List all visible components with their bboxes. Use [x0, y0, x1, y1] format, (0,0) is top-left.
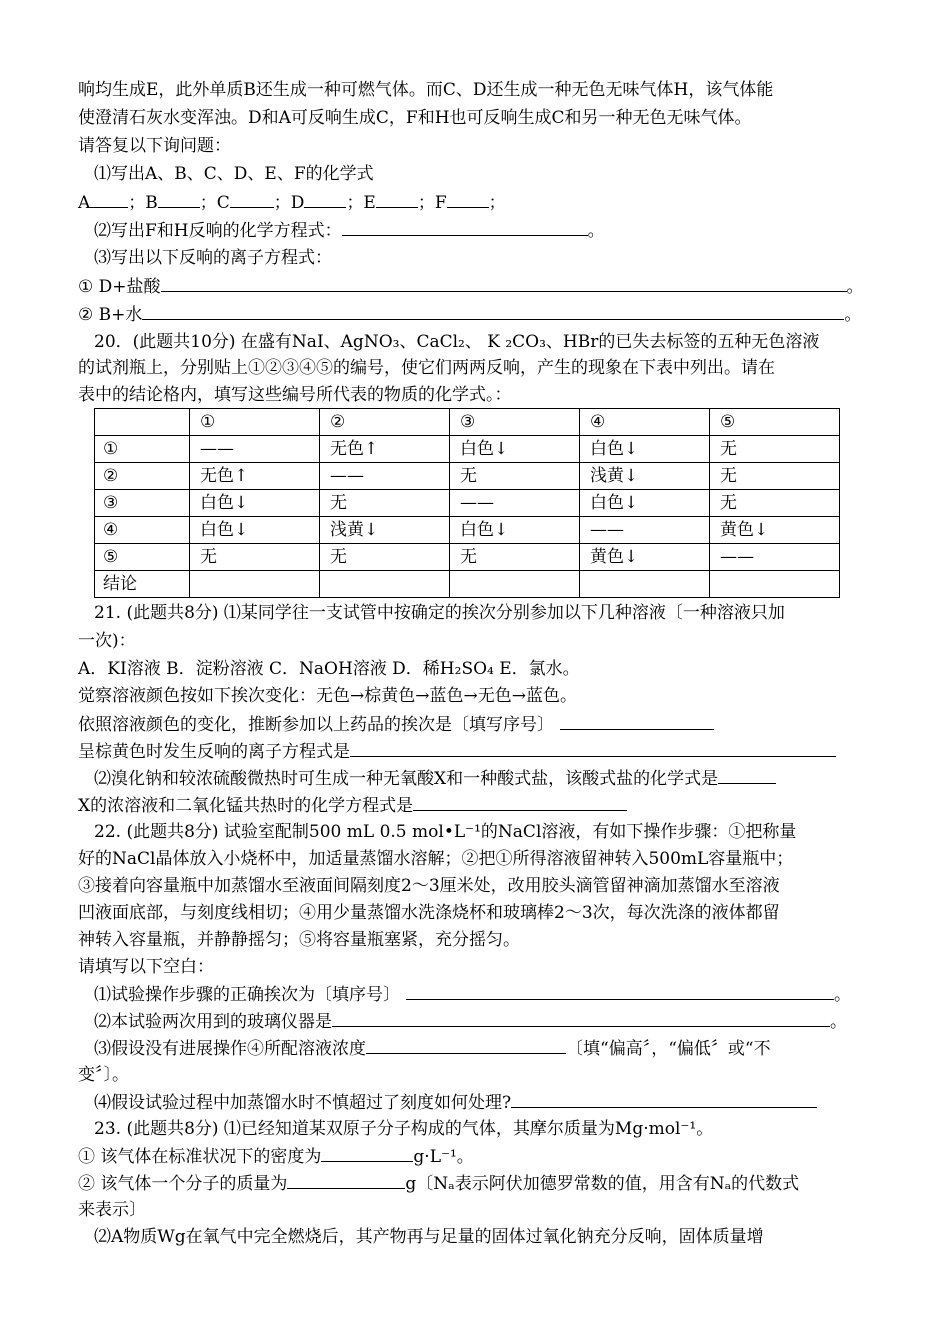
q22-fill-instruction: 请填写以下空白：	[78, 957, 214, 977]
q21-order-question: 依照溶液颜色的变化，推断参加以上药品的挨次是〔填写序号〕	[78, 715, 554, 735]
answer-blank-density[interactable]	[321, 1144, 413, 1162]
q20-line1: 20．(此题共10分) 在盛有NaI、AgNO₃、CaCl₂、 K ₂CO₃、HBr的已失去标签的五种无色溶液	[94, 332, 820, 352]
q23-density-question: ① 该气体在标准状况下的密度为	[78, 1147, 322, 1167]
table-cell[interactable]	[450, 571, 580, 598]
table-cell: 无	[450, 544, 580, 571]
table-cell[interactable]	[580, 571, 710, 598]
q21-ionic-row	[78, 739, 836, 764]
table-row-label	[95, 409, 190, 436]
table-cell: ——	[450, 490, 580, 517]
q21-ionic-question: 呈棕黄色时发生反响的离子方程式是	[78, 742, 350, 762]
q21-options: A．KI溶液 B．淀粉溶液 C．NaOH溶液 D．稀H₂SO₄ E．氯水。	[78, 659, 580, 679]
q19-eq1-row	[78, 274, 864, 299]
answer-blank-mno2-equation[interactable]	[413, 793, 627, 811]
q22-s2-period: 。	[830, 1012, 847, 1032]
q22-line1: 22. (此题共8分) 试验室配制500 mL 0.5 mol•L⁻¹的NaCl溶液，有如下操作步骤：①把称量	[94, 822, 797, 842]
table-cell[interactable]	[710, 571, 840, 598]
q19-intro-line3: 请答复以下询问题：	[78, 136, 231, 156]
table-cell: 白色↓	[190, 517, 320, 544]
q21-mno2-question: X的浓溶液和二氧化锰共热时的化学方程式是	[78, 796, 414, 816]
table-row-label: ③	[95, 490, 190, 517]
answer-blank-order[interactable]	[560, 712, 714, 730]
table-cell: 白色↓	[450, 436, 580, 463]
table-cell: 白色↓	[580, 436, 710, 463]
table-row	[95, 517, 840, 544]
table-cell: 无	[450, 463, 580, 490]
formula-label-end: ；	[488, 193, 506, 213]
q22-s1-period: 。	[834, 985, 851, 1005]
table-cell: 无	[710, 490, 840, 517]
answer-blank-molecule-mass[interactable]	[287, 1171, 405, 1189]
formula-label-b: ；B	[128, 193, 158, 213]
answer-blank-f-h-equation[interactable]	[342, 218, 588, 236]
answer-blank-concentration[interactable]	[366, 1036, 566, 1054]
table-row-label: ①	[95, 436, 190, 463]
table-row-label: 结论	[95, 571, 190, 598]
answer-blank-c[interactable]	[230, 190, 274, 208]
table-row	[95, 544, 840, 571]
reaction-table	[94, 408, 840, 598]
formula-label-c: ；C	[199, 193, 230, 213]
table-cell: ——	[190, 436, 320, 463]
table-cell[interactable]	[320, 571, 450, 598]
table-cell: ——	[580, 517, 710, 544]
q19-part2	[94, 218, 605, 243]
table-cell: ——	[710, 544, 840, 571]
answer-blank-acid-salt[interactable]	[718, 766, 776, 784]
table-cell: 白色↓	[450, 517, 580, 544]
q19-part3: ⑶写出以下反响的离子方程式：	[94, 248, 332, 268]
table-cell: 白色↓	[580, 490, 710, 517]
q19-eq2-row	[78, 302, 861, 327]
q21-order-row	[78, 712, 714, 737]
table-cell: 浅黄↓	[320, 517, 450, 544]
answer-blank-step-order[interactable]	[406, 982, 834, 1000]
q19-part2-end: 。	[587, 221, 605, 241]
q22-step-order-row	[94, 982, 851, 1007]
reaction-table-body	[95, 409, 840, 598]
q19-formula-row	[78, 190, 506, 215]
q21-line1: 21. (此题共8分) ⑴某同学往一支试管中按确定的挨次分别参加以下几种溶液〔一种溶液只加	[94, 603, 785, 623]
answer-blank-eq2[interactable]	[142, 302, 844, 320]
formula-label-f: ；F	[417, 193, 447, 213]
table-cell: 无	[320, 544, 450, 571]
table-cell: ②	[320, 409, 450, 436]
q22-glassware-question: ⑵本试验两次用到的玻璃仪器是	[94, 1012, 332, 1032]
q20-line2: 的试剂瓶上，分别贴上①②③④⑤的编号，使它们两两反响，产生的现象在下表中列出。请在	[78, 358, 775, 378]
q22-concentration-row	[94, 1036, 771, 1061]
q22-concentration-question: ⑶假设没有进展操作④所配溶液浓度	[94, 1039, 366, 1059]
q19-intro-line2: 使澄清石灰水变浑浊。D和A可反响生成C，F和H也可反响生成C和另一种无色无味气体。	[78, 108, 752, 128]
formula-label-a: A	[78, 193, 91, 213]
table-row-label: ②	[95, 463, 190, 490]
table-row	[95, 463, 840, 490]
q23-mass-unit: g〔Nₐ表示阿伏加德罗常数的值，用含有Nₐ的代数式	[405, 1174, 800, 1194]
table-cell: 白色↓	[190, 490, 320, 517]
q23-line1: 23. (此题共8分) ⑴已经知道某双原子分子构成的气体，其摩尔质量为Mg·mol⁻¹。	[94, 1119, 714, 1139]
answer-blank-e[interactable]	[376, 190, 418, 208]
table-cell: ——	[320, 463, 450, 490]
q22-glassware-row	[94, 1009, 847, 1034]
q19-eq1-period: 。	[846, 277, 864, 297]
answer-blank-a[interactable]	[90, 190, 128, 208]
q22-line3: ③接着向容量瓶中加蒸馏水至液面间隔刻度2～3厘米处，改用胶头滴管留神滴加蒸馏水至溶液	[78, 876, 780, 896]
q19-part1: ⑴写出A、B、C、D、E、F的化学式	[94, 164, 374, 184]
table-cell[interactable]	[190, 571, 320, 598]
q23-density-unit: g·L⁻¹。	[413, 1147, 474, 1167]
q22-overfill-question: ⑷假设试验过程中加蒸馏水时不慎超过了刻度如何处理?	[94, 1093, 512, 1113]
q19-eq1-label: ① D+盐酸	[78, 277, 161, 297]
answer-blank-d[interactable]	[304, 190, 346, 208]
table-cell: 黄色↓	[580, 544, 710, 571]
formula-label-e: ；E	[346, 193, 376, 213]
q21-mno2-row	[78, 793, 627, 818]
formula-label-d: ；D	[273, 193, 305, 213]
table-row	[95, 490, 840, 517]
table-cell: ①	[190, 409, 320, 436]
q23-mass-cont: 来表示〕	[78, 1200, 146, 1220]
table-row	[95, 571, 840, 598]
answer-blank-eq1[interactable]	[161, 274, 847, 292]
q23-mass-question: ② 该气体一个分子的质量为	[78, 1174, 288, 1194]
table-cell: ③	[450, 409, 580, 436]
q23-mass-row	[78, 1171, 799, 1196]
answer-blank-overfill[interactable]	[511, 1090, 817, 1108]
q20-line3: 表中的结论格内，填写这些编号所代表的物质的化学式。：	[78, 385, 512, 405]
q21-part2-question: ⑵溴化钠和较浓硫酸微热时可生成一种无氧酸X和一种酸式盐，该酸式盐的化学式是	[94, 769, 719, 789]
table-cell: 黄色↓	[710, 517, 840, 544]
table-cell: 浅黄↓	[580, 463, 710, 490]
q22-line4: 凹液面底部，与刻度线相切；④用少量蒸馏水洗涤烧杯和玻璃棒2～3次，每次洗涤的液体都留	[78, 903, 780, 923]
q21-part2-row	[94, 766, 776, 791]
q22-overfill-row	[94, 1090, 817, 1115]
q22-step-order-question: ⑴试验操作步骤的正确挨次为〔填序号〕	[94, 985, 400, 1005]
table-cell: 无	[320, 490, 450, 517]
table-cell: 无	[190, 544, 320, 571]
table-row-label: ④	[95, 517, 190, 544]
q23-density-row	[78, 1144, 474, 1169]
answer-blank-ionic-equation[interactable]	[350, 739, 836, 757]
table-header-row	[95, 409, 840, 436]
table-cell: 无	[710, 436, 840, 463]
q22-concentration-cont: 变〞〕。	[78, 1065, 129, 1085]
answer-blank-glassware[interactable]	[332, 1009, 830, 1027]
q19-eq2-label: ② B+水	[78, 305, 143, 325]
q21-observe: 觉察溶液颜色按如下挨次变化：无色→棕黄色→蓝色→无色→蓝色。	[78, 686, 577, 706]
table-cell: 无	[710, 463, 840, 490]
table-row	[95, 436, 840, 463]
q19-eq2-period: 。	[844, 305, 862, 325]
q19-intro-line1: 响均生成E，此外单质B还生成一种可燃气体。而C、D还生成一种无色无味气体H，该气体能	[78, 80, 774, 100]
q22-line5: 神转入容量瓶，并静静摇匀；⑤将容量瓶塞紧，充分摇匀。	[78, 930, 520, 950]
table-row-label: ⑤	[95, 544, 190, 571]
q23-part2: ⑵A物质Wg在氧气中完全燃烧后，其产物再与足量的固体过氧化钠充分反响，固体质量增	[94, 1227, 764, 1247]
q21-line2: 一次)：	[78, 631, 136, 651]
table-cell: ⑤	[710, 409, 840, 436]
table-cell: ④	[580, 409, 710, 436]
table-cell: 无色↑	[320, 436, 450, 463]
q19-part2-text: ⑵写出F和H反响的化学方程式：	[94, 221, 342, 241]
q22-line2: 好的NaCl晶体放入小烧杯中，加适量蒸馏水溶解；②把①所得溶液留神转入500mL容量瓶中；	[78, 849, 794, 869]
answer-blank-b[interactable]	[158, 190, 200, 208]
q22-concentration-options: 〔填“偏高〞，“偏低〞或“不	[566, 1039, 771, 1059]
table-cell: 无色↑	[190, 463, 320, 490]
answer-blank-f[interactable]	[447, 190, 489, 208]
